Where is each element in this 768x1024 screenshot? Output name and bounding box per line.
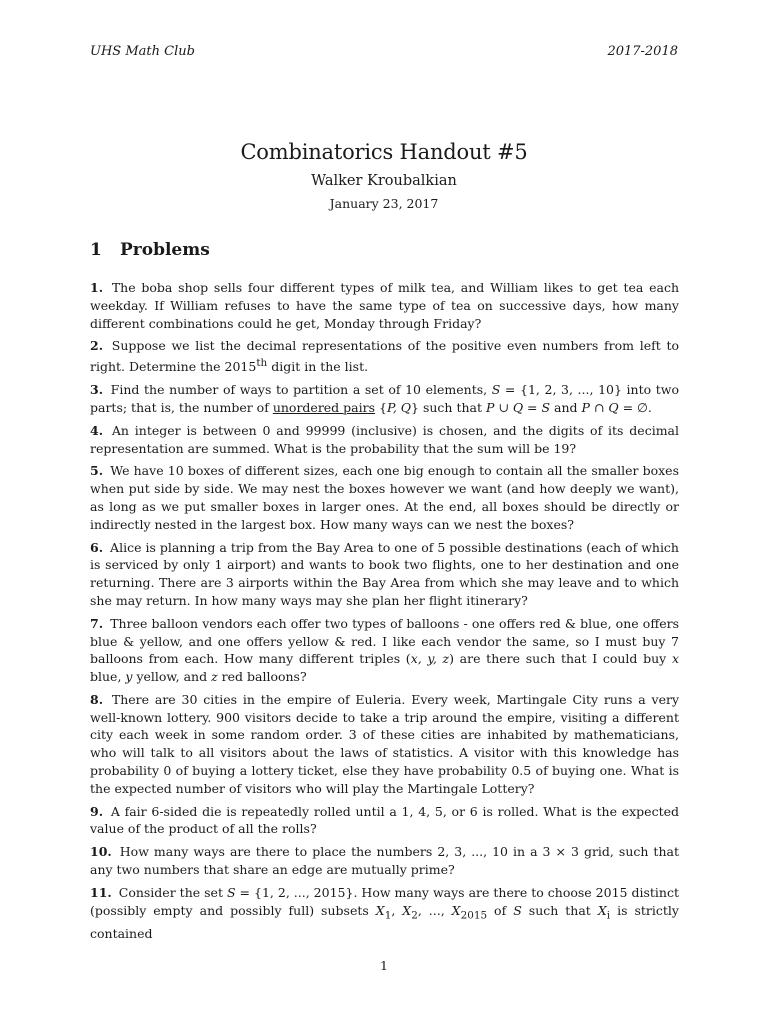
math-variable: X bbox=[597, 902, 607, 918]
problem-text: , ..., bbox=[417, 902, 452, 918]
problem-text: Three balloon vendors each offer two types of balloons - one offers red & blue, one offers blue & yellow, and one offers yellow & red. I like each vendor the same, so I must buy 7 balloons from each. How many different triples ( bbox=[90, 615, 679, 667]
math-variable: x, y, z bbox=[410, 651, 450, 667]
math-variable: S bbox=[541, 399, 551, 415]
problem-text: We have 10 boxes of different sizes, each one big enough to contain all the smaller boxes when put side by side. We may nest the boxes however we want (and how deeply we want), as long as we put smaller boxes in larger ones. At the end, all boxes should be directly or indirectly nested in the largest box. How many ways can we nest the boxes? bbox=[90, 463, 679, 532]
problem-text: of bbox=[487, 902, 514, 918]
problem-text: { bbox=[375, 399, 387, 415]
math-variable: Q bbox=[512, 399, 524, 415]
math-variable: S bbox=[513, 902, 522, 918]
document-date: January 23, 2017 bbox=[329, 196, 439, 211]
problem-number: 2. bbox=[90, 338, 104, 354]
math-variable: y bbox=[125, 669, 133, 685]
problem-number: 7. bbox=[90, 615, 104, 631]
problem-3 bbox=[90, 381, 679, 417]
section-number: 1 bbox=[90, 240, 102, 260]
problem-10 bbox=[90, 843, 679, 879]
problem-text: and bbox=[550, 399, 582, 415]
problem-text: An integer is between 0 and 99999 (inclusive) is chosen, and the digits of its decimal representation are summed. What is the probability that the sum will be 19? bbox=[90, 422, 679, 456]
subscript: 2 bbox=[411, 909, 418, 922]
math-variable: Q bbox=[608, 399, 619, 415]
math-variable: S bbox=[226, 884, 236, 900]
math-variable: X bbox=[375, 902, 385, 918]
problem-number: 10. bbox=[90, 844, 112, 860]
problem-text: Suppose we list the decimal representations of the positive even numbers from left to right. Determine the 2015 bbox=[90, 338, 679, 375]
problem-number: 4. bbox=[90, 422, 104, 438]
problem-text: } such that bbox=[411, 399, 486, 415]
superscript: th bbox=[256, 357, 268, 370]
problem-2 bbox=[90, 337, 679, 376]
problem-text: How many ways are there to place the numbers 2, 3, ..., 10 in a 3 × 3 grid, such that any two numbers that share an edge are mutually prime? bbox=[90, 844, 679, 878]
page-number: 1 bbox=[380, 958, 388, 973]
problem-text: = ∅. bbox=[618, 399, 652, 415]
problem-text: There are 30 cities in the empire of Euleria. Every week, Martingale City runs a very well-known lottery. 900 visitors decide to take a trip around the empire, visiting a different city each week in some random order. 3 of these cities are inhabited by mathematicians, who will talk to all visitors about the laws of statistics. A visitor with this knowledge has probability 0 of buying a lottery ticket, else they have probability 0.5 of buying one. What is the expected number of visitors who will play the Martingale Lottery? bbox=[90, 691, 680, 796]
problem-text: digit in the list. bbox=[267, 359, 369, 375]
math-variable: X bbox=[451, 902, 461, 918]
problem-text: yellow, and bbox=[132, 669, 212, 685]
math-variable: P bbox=[581, 399, 590, 415]
problem-text: Alice is planning a trip from the Bay Area to one of 5 possible destinations (each of which is serviced by only 1 airport) and wants to book two flights, one to her destination and one returning. There are 3 airports within the Bay Area from which she may leave and to which she may return. In how many ways may she plan her flight itinerary? bbox=[90, 539, 679, 608]
header-right: 2017-2018 bbox=[607, 44, 678, 59]
problem-list bbox=[90, 279, 679, 948]
problem-number: 6. bbox=[90, 539, 104, 555]
problem-number: 8. bbox=[90, 691, 104, 707]
problem-text: , bbox=[391, 902, 403, 918]
problem-text: = {1, 2, 3, ..., 10} into two parts; that is, the number of bbox=[90, 382, 679, 415]
problem-1 bbox=[90, 279, 679, 332]
subscript: i bbox=[606, 909, 611, 922]
document-author: Walker Kroubalkian bbox=[311, 173, 457, 189]
math-variable: X bbox=[402, 902, 412, 918]
problem-5 bbox=[90, 462, 679, 533]
problem-number: 1. bbox=[90, 280, 104, 295]
problem-text: such that bbox=[521, 902, 598, 918]
underlined-term: unordered pairs bbox=[272, 399, 376, 415]
math-variable: P bbox=[485, 399, 495, 415]
problem-text: Consider the set bbox=[118, 884, 227, 900]
problem-11 bbox=[90, 884, 679, 943]
problem-7 bbox=[90, 615, 679, 686]
problem-text: blue, bbox=[90, 669, 126, 685]
problem-text: = {1, 2, ..., 2015}. How many ways are there to choose 2015 distinct (possibly empty and possibly full) subsets bbox=[90, 884, 679, 918]
problem-6 bbox=[90, 539, 679, 610]
document-title: Combinatorics Handout #5 bbox=[240, 140, 528, 164]
problem-number: 3. bbox=[90, 382, 104, 398]
subscript: 2015 bbox=[460, 909, 488, 922]
running-header bbox=[90, 44, 678, 59]
problem-text: Find the number of ways to partition a set of 10 elements, bbox=[110, 382, 492, 398]
math-variable: z bbox=[211, 669, 218, 685]
problem-text: ) are there such that I could buy bbox=[449, 651, 672, 667]
problem-text: is strictly contained bbox=[90, 902, 679, 941]
problem-number: 11. bbox=[90, 884, 112, 900]
math-variable: S bbox=[491, 382, 501, 398]
problem-text: The boba shop sells four different types of milk tea, and William likes to get tea each weekday. If William refuses to have the same type of tea on successive days, how many different combinations could he get, Monday through Friday? bbox=[90, 280, 679, 331]
section-heading bbox=[90, 240, 210, 260]
header-left: UHS Math Club bbox=[90, 44, 195, 59]
problem-8 bbox=[90, 691, 679, 798]
problem-text: ∩ bbox=[589, 399, 609, 415]
problem-text: ∪ bbox=[494, 399, 513, 415]
problem-text: A fair 6-sided die is repeatedly rolled until a 1, 4, 5, or 6 is rolled. What is the expected value of the product of all the rolls? bbox=[90, 803, 679, 837]
math-variable: x bbox=[671, 651, 679, 667]
math-variable: P, Q bbox=[386, 399, 412, 415]
subscript: 1 bbox=[384, 909, 392, 922]
problem-4 bbox=[90, 422, 679, 458]
problem-number: 5. bbox=[90, 463, 104, 479]
problem-9 bbox=[90, 803, 679, 839]
title-block bbox=[0, 140, 768, 211]
section-title: Problems bbox=[120, 240, 210, 260]
problem-number: 9. bbox=[90, 803, 104, 819]
problem-text: = bbox=[523, 399, 542, 415]
problem-text: red balloons? bbox=[217, 669, 307, 685]
